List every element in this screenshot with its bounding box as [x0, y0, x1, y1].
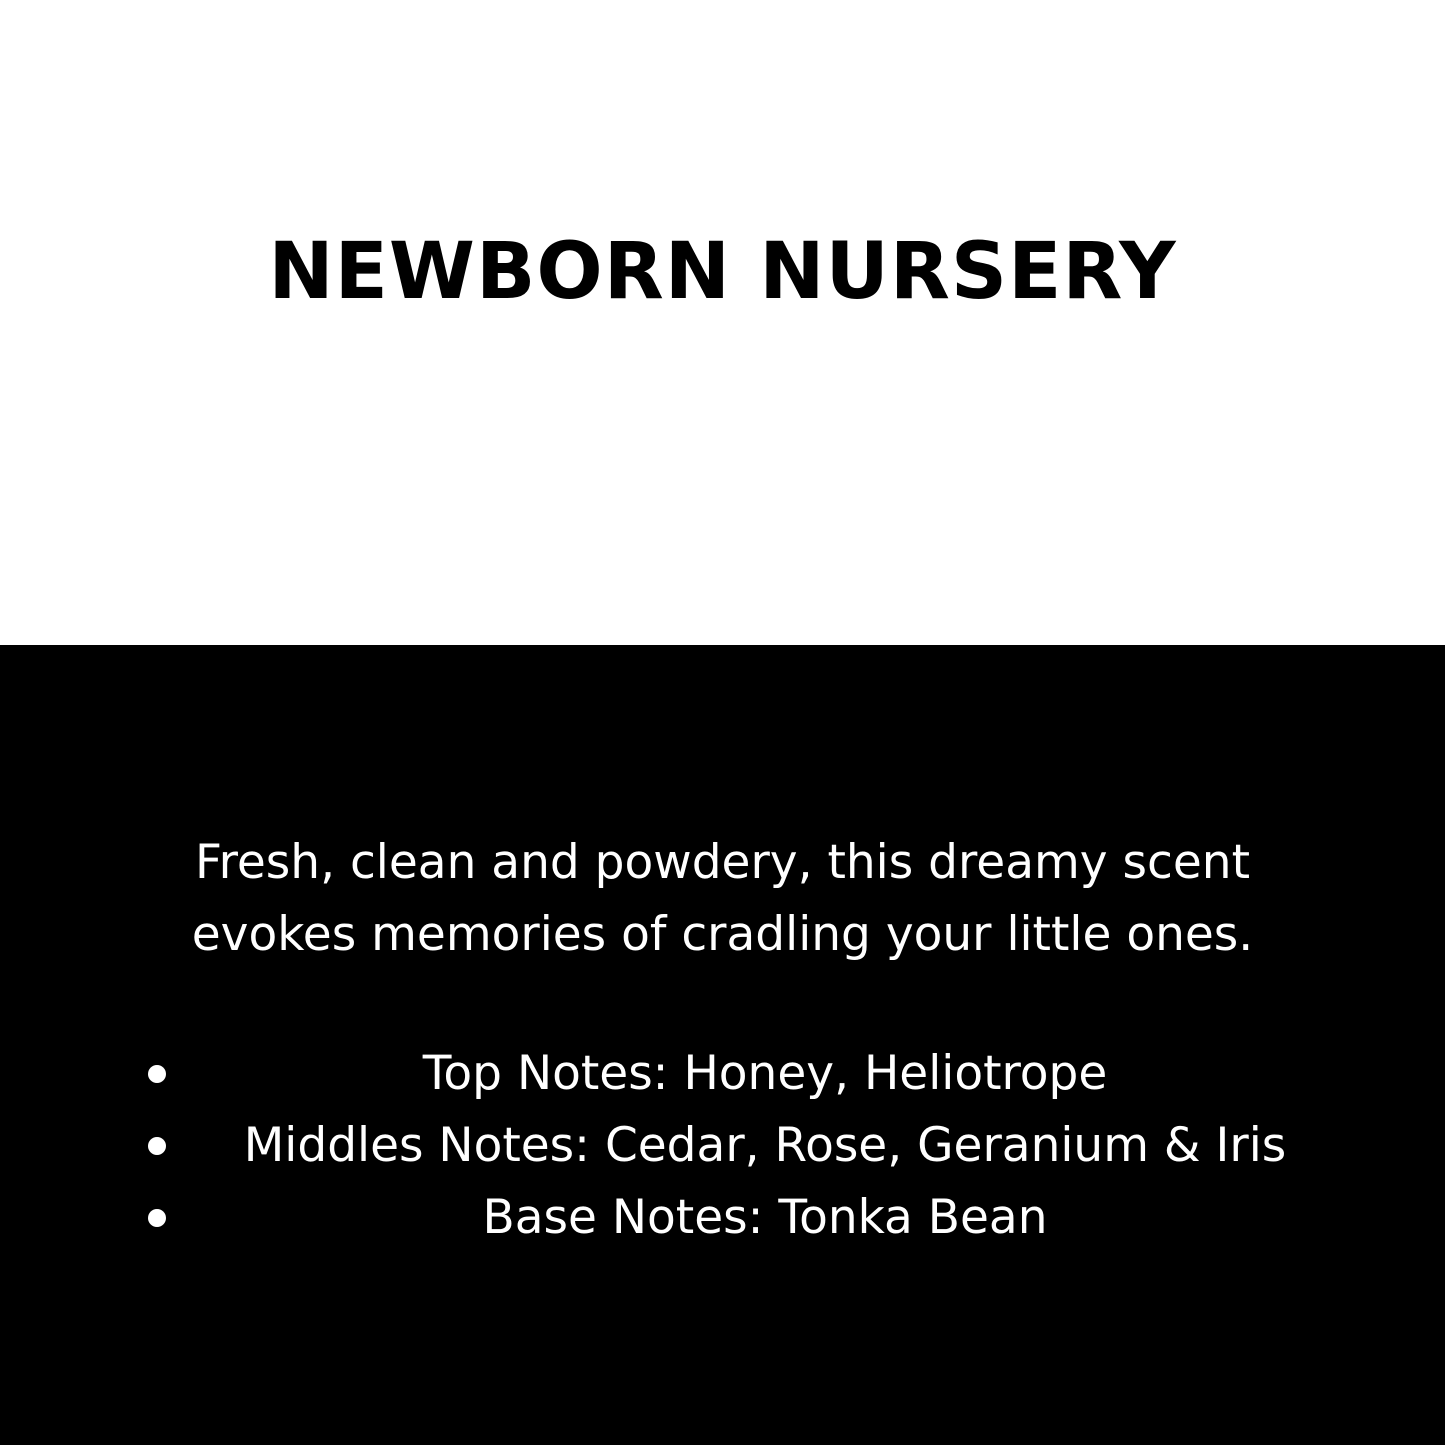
middle-notes-text: Middles Notes: Cedar, Rose, Geranium & Iris	[243, 1118, 1287, 1173]
scent-notes-list	[140, 1038, 1340, 1254]
list-item-base-notes	[140, 1182, 1340, 1254]
product-title: NEWBORN NURSERY	[268, 227, 1177, 317]
details-panel	[0, 645, 1445, 1445]
bullet-icon	[148, 1065, 166, 1083]
top-notes-text: Top Notes: Honey, Heliotrope	[422, 1046, 1108, 1101]
bullet-icon	[148, 1137, 166, 1155]
list-item-middle-notes	[140, 1110, 1340, 1182]
title-panel	[0, 0, 1445, 645]
description-line-2: evokes memories of cradling your little ones.	[191, 907, 1254, 962]
bullet-icon	[148, 1209, 166, 1227]
product-description	[100, 827, 1345, 971]
list-item-top-notes	[140, 1038, 1340, 1110]
description-line-1: Fresh, clean and powdery, this dreamy scent	[194, 835, 1251, 890]
base-notes-text: Base Notes: Tonka Bean	[482, 1190, 1048, 1245]
